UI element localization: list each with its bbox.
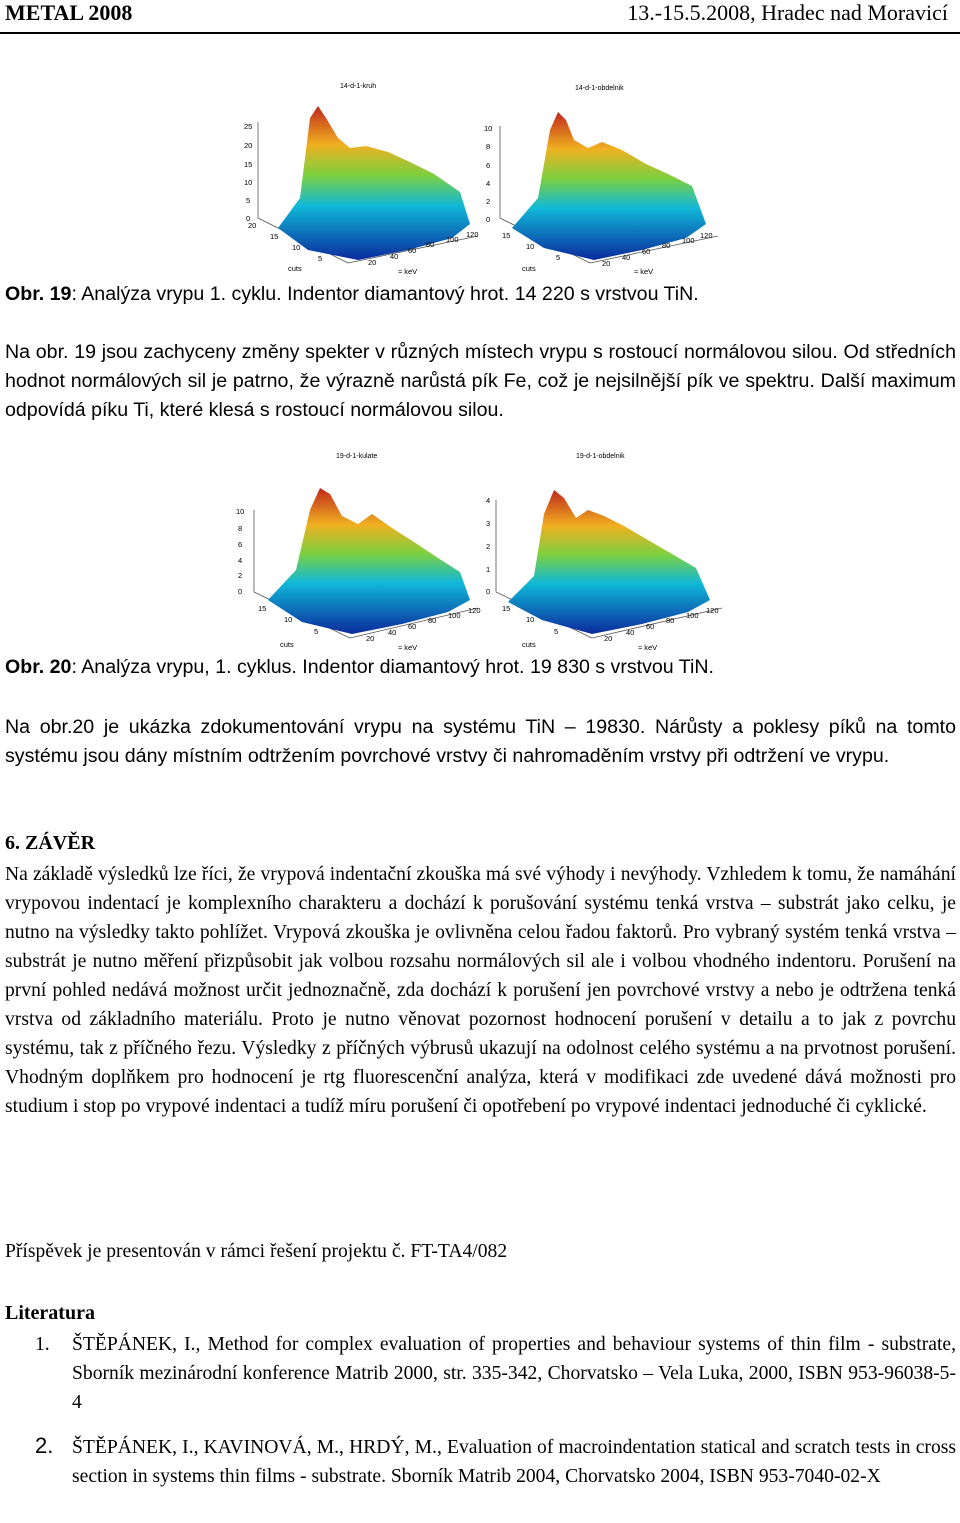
z-tick-label: 25 <box>244 122 253 131</box>
z-tick-label: 4 <box>238 556 243 565</box>
spectrum-surface <box>278 106 470 260</box>
y-axis-label: cuts <box>522 264 536 273</box>
y-tick-label: 10 <box>526 615 535 624</box>
x-tick-label: 120 <box>466 230 479 239</box>
x-axis-label: ≈ keV <box>634 267 654 276</box>
z-tick-label: 15 <box>244 160 253 169</box>
x-tick-label: 60 <box>408 246 417 255</box>
plot-title: 14-d-1-obdelnik <box>575 85 624 92</box>
conference-name: METAL 2008 <box>5 0 133 25</box>
reference-body <box>72 1330 956 1417</box>
y-tick-label: 20 <box>248 221 257 230</box>
x-tick-label: 100 <box>686 611 699 620</box>
x-tick-label: 80 <box>666 616 675 625</box>
x-tick-label: 40 <box>626 628 635 637</box>
figure-20-caption-text: : Analýza vrypu, 1. cyklus. Indentor diamantový hrot. 19 830 s vrstvou TiN. <box>71 656 714 678</box>
figure-20-label: Obr. 20 <box>5 656 72 678</box>
reference-text: , Method for complex evaluation of properties and behaviour systems of thin film - substrate, Sborník mezinárodní konference Matrib 2000, str. 335-342, Chorvatsko – Vela Luka, 2000, ISBN 953-96038-5-4 <box>72 1334 956 1413</box>
plot-title: 14-d-1-kruh <box>340 83 377 90</box>
spectrum-surface <box>512 112 706 260</box>
spectrum-surface <box>268 488 470 634</box>
y-tick-label: 5 <box>554 627 559 636</box>
plot-axes <box>482 78 722 278</box>
z-tick-label: 3 <box>486 519 491 528</box>
y-axis-label: cuts <box>280 640 294 649</box>
y-tick-label: 15 <box>502 231 511 240</box>
figure-19-right-plot <box>482 78 722 278</box>
x-tick-label: 20 <box>602 259 611 268</box>
figure-19-label: Obr. 19 <box>5 283 72 305</box>
y-tick-label: 5 <box>314 627 319 636</box>
reference-number: 2. <box>35 1433 54 1458</box>
z-tick-label: 2 <box>486 197 491 206</box>
x-tick-label: 20 <box>366 634 375 643</box>
section-heading-conclusion: 6. ZÁVĚR <box>5 832 96 854</box>
reference-body <box>72 1433 956 1491</box>
x-tick-label: 120 <box>700 231 713 240</box>
z-tick-label: 0 <box>246 214 251 223</box>
reference-number: 1. <box>35 1334 50 1355</box>
y-tick-label: 10 <box>292 243 301 252</box>
spectrum-surface <box>508 490 710 634</box>
conclusion-text: Na základě výsledků lze říci, že vrypová indentační zkouška má své výhody i nevýhody. Vzhledem k tomu, že namáhání vrypovou indentací je komplexního charakteru a dochází k porušování systému tenká vrstva – substrát jako celku, je nutno na výsledky takto pohlížet. Vrypová zkouška je ovlivněna celou řadou faktorů. Pro vybraný systém tenká vrstva – substrát je nutno měření přizpůsobit jak volbou rozsahu normálových sil ale i volbou vhodného indentoru. Porušení na první pohled nedává možnost určit jednoznačně, zda dochází k porušení jen povrchové vrstvy a nebo je odtržena tenká vrstva od základního materiálu. Proto je nutno věnovat pozornost hodnocení porušení v detailu a to jak z povrchu systému, tak z příčného řezu. Výsledky z příčných výbrusů ukazují na odolnost celého systému a na prvotnost porušení. Vhodným doplňkem pro hodnocení je rtg fluorescenční analýza, která v modifikaci zde uvedené dává možnosti pro studium i stop po vrypové indentaci a tudíž míru porušení či opotřebení po vrypové indentaci jednoduché či cyklické. <box>5 864 956 1117</box>
z-tick-label: 5 <box>246 196 251 205</box>
x-tick-label: 60 <box>642 247 651 256</box>
y-tick-label: 15 <box>258 604 267 613</box>
plot-axes <box>238 78 482 278</box>
y-tick-label: 5 <box>318 254 323 263</box>
plot-axes <box>232 450 482 650</box>
x-tick-label: 80 <box>662 241 671 250</box>
literature-heading: Literatura <box>5 1302 95 1324</box>
plot-title: 19-d-1-obdelnik <box>576 453 625 460</box>
y-tick-label: 5 <box>556 253 561 262</box>
plot-title: 19-d-1-kulate <box>336 453 378 460</box>
z-tick-label: 20 <box>244 141 253 150</box>
y-tick-label: 15 <box>502 604 511 613</box>
x-tick-label: 40 <box>390 252 399 261</box>
reference-authors: ŠTĚPÁNEK, I., KAVINOVÁ, M., HRDÝ, M. <box>72 1437 437 1458</box>
figure-19-caption <box>5 283 699 306</box>
z-tick-label: 0 <box>238 587 243 596</box>
z-tick-label: 8 <box>486 142 491 151</box>
paragraph-fe-peak: Na obr. 19 jsou zachyceny změny spekter v různých místech vrypu s rostoucí normálovou silou. Od středních hodnot normálových sil je patrno, že výrazně narůstá pík Fe, což je nejsilnější pík ve spektru. Další maximum odpovídá píku Ti, které klesá s rostoucí normálovou silou. <box>5 341 956 421</box>
reference-text: , Evaluation of macroindentation statical and scratch tests in cross section in systems thin films - substrate. Sborník Matrib 2004, Chorvatsko 2004, ISBN 953-7040-02-X <box>72 1437 957 1487</box>
conference-date-place: 13.-15.5.2008, Hradec nad Moravicí <box>627 0 948 25</box>
z-tick-label: 2 <box>238 571 243 580</box>
acknowledgement: Příspěvek je presentován v rámci řešení projektu č. FT-TA4/082 <box>5 1241 508 1262</box>
header-rule <box>0 32 960 34</box>
y-tick-label: 10 <box>526 242 535 251</box>
z-tick-label: 0 <box>486 215 491 224</box>
x-tick-label: 120 <box>468 606 481 615</box>
figure-20-left-plot <box>232 450 482 650</box>
z-tick-label: 1 <box>486 565 491 574</box>
x-axis-label: ≈ keV <box>398 267 418 276</box>
z-tick-label: 10 <box>244 178 253 187</box>
x-tick-label: 20 <box>604 634 613 643</box>
reference-2 <box>5 1433 956 1523</box>
x-axis-label: ≈ keV <box>398 643 418 652</box>
z-tick-label: 8 <box>238 524 243 533</box>
figure-20 <box>232 450 726 650</box>
z-tick-label: 10 <box>236 507 245 516</box>
paragraph-tin-19830: Na obr.20 je ukázka zdokumentování vrypu na systému TiN – 19830. Nárůsty a poklesy píků na tomto systému jsou dány místním odtržením povrchové vrstvy či nahromaděním vrstvy při odtržení ve vrypu. <box>5 716 956 767</box>
y-tick-label: 10 <box>284 615 293 624</box>
x-axis-label: ≈ keV <box>638 643 658 652</box>
figure-19 <box>238 78 722 278</box>
x-tick-label: 40 <box>622 253 631 262</box>
z-tick-label: 4 <box>486 496 491 505</box>
figure-20-right-plot <box>482 450 726 650</box>
x-tick-label: 120 <box>706 606 719 615</box>
figure-20-caption <box>5 656 714 679</box>
x-tick-label: 60 <box>408 622 417 631</box>
x-tick-label: 40 <box>388 628 397 637</box>
plot-axes <box>482 450 726 650</box>
reference-1 <box>5 1330 956 1420</box>
z-tick-label: 0 <box>486 587 491 596</box>
x-tick-label: 100 <box>682 236 695 245</box>
reference-authors: ŠTĚPÁNEK, I. <box>72 1334 196 1355</box>
x-tick-label: 60 <box>646 622 655 631</box>
z-tick-label: 10 <box>484 124 493 133</box>
z-tick-label: 6 <box>238 540 243 549</box>
z-tick-label: 6 <box>486 161 491 170</box>
figure-19-left-plot <box>238 78 482 278</box>
y-axis-label: cuts <box>522 640 536 649</box>
x-tick-label: 20 <box>368 258 377 267</box>
x-tick-label: 100 <box>446 235 459 244</box>
figure-19-caption-text: : Analýza vrypu 1. cyklu. Indentor diamantový hrot. 14 220 s vrstvou TiN. <box>71 283 699 305</box>
y-tick-label: 15 <box>270 232 279 241</box>
z-tick-label: 4 <box>486 179 491 188</box>
z-tick-label: 2 <box>486 542 491 551</box>
x-tick-label: 80 <box>428 616 437 625</box>
x-tick-label: 100 <box>448 611 461 620</box>
x-tick-label: 80 <box>426 240 435 249</box>
y-axis-label: cuts <box>288 264 302 273</box>
